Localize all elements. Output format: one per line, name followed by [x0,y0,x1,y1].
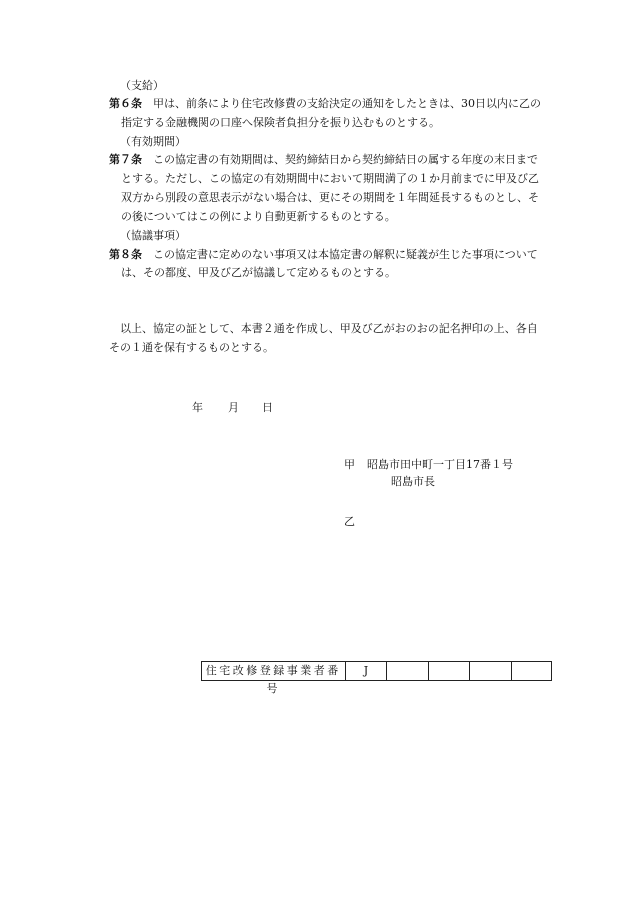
article-8-text-1: この協定書に定めのない事項又は本協定書の解釈に疑義が生じた事項について [153,248,538,261]
party-b-label: 乙 [344,515,355,528]
registration-digit-cell-2 [429,662,471,680]
article-6-label: 第６条 [109,97,142,110]
registration-number-table [201,661,552,695]
closing-line-2: その１通を保有するものとする。 [109,341,274,354]
closing-line-1: 以上、協定の証として、本書２通を作成し、甲及び乙がおのおの記名押印の上、各自 [120,322,538,335]
article-6-caption: （支給） [120,79,164,92]
article-6-line-1 [109,97,541,111]
article-7-caption: （有効期間） [120,135,186,148]
party-a-title: 昭島市長 [391,475,435,488]
article-7-line-4: の後についてはこの例により自動更新するものとする。 [121,210,396,223]
date-day-label: 日 [262,401,273,414]
article-8-label: 第８条 [109,248,142,261]
article-8-line-1 [109,248,538,262]
article-7-label: 第７条 [109,153,142,166]
party-a-address: 昭島市田中町一丁目17番１号 [367,458,513,471]
registration-digit-cell-1 [387,662,429,680]
article-8-line-2: は、その都度、甲及び乙が協議して定めるものとする。 [121,266,396,279]
article-6-line-2: 指定する金融機関の口座へ保険者負担分を振り込むものとする。 [121,116,440,129]
registration-digit-cell-3 [470,662,512,680]
registration-digit-cell-4 [512,662,551,680]
date-month-label: 月 [228,401,239,414]
article-7-text-1: この協定書の有効期間は、契約締結日から契約締結日の属する年度の末日まで [153,153,538,166]
article-7-line-2: とする。ただし、この協定の有効期間中において期間満了の１か月前までに甲及び乙 [121,172,539,185]
article-7-line-3: 双方から別段の意思表示がない場合は、更にその期間を１年間延長するものとし、そ [121,191,539,204]
article-7-line-1 [109,153,538,167]
article-8-caption: （協議事項） [120,229,186,242]
party-a-label: 甲 [344,458,355,471]
date-year-label: 年 [192,401,203,414]
article-6-text-1: 甲は、前条により住宅改修費の支給決定の通知をしたときは、30日以内に乙の [153,97,541,110]
registration-number-label: 住宅改修登録事業者番号 [202,662,346,680]
registration-prefix-cell: J [346,662,388,680]
